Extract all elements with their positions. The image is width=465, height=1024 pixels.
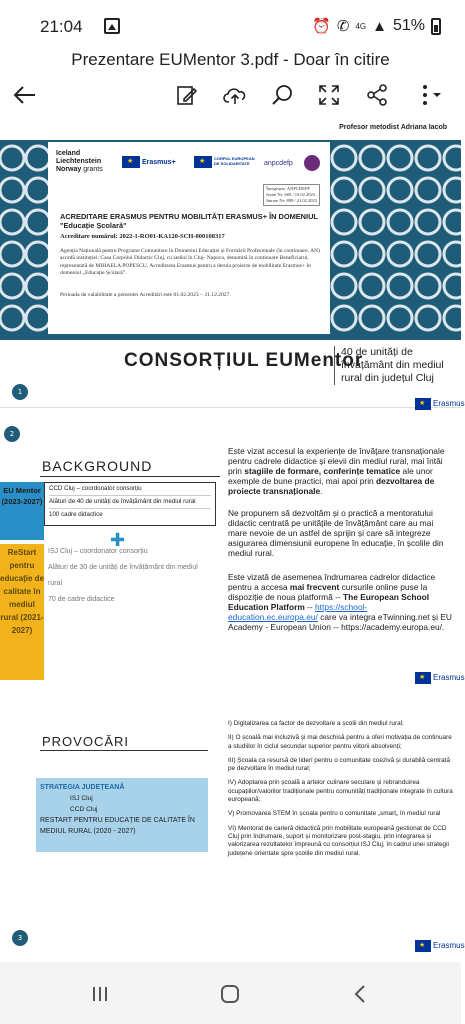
- background-paragraph-2: Ne propunem să dezvoltăm și o practică a mentoratului didactic centrată pe unitățile de învățământ care au mai mare nevoie de un astfel de sprijin și care să integreze asigurarea dimensiunii europene în educație, în școlile din mediul rural.: [228, 508, 444, 558]
- author-label: Profesor metodist Adriana Iacob: [339, 124, 447, 131]
- status-icons: [312, 17, 441, 35]
- edit-icon[interactable]: [170, 78, 204, 112]
- slide-title: PROVOCĂRI: [42, 734, 130, 749]
- restart-box: ISJ Cluj – coordonator consorțiu Alături de 30 de unități de învățământ din mediul rural 70 de cadre didactice: [48, 548, 198, 603]
- home-icon[interactable]: [210, 980, 250, 1008]
- school-education-link[interactable]: https://school-education.ec.europa.eu/: [228, 602, 368, 622]
- consortium-title: CONSORȚIUL EUMentor: [124, 350, 364, 371]
- list-item: I) Digitalizarea ca factor de dezvoltare a școlii din mediul rural;: [228, 720, 404, 727]
- more-icon[interactable]: [414, 78, 448, 112]
- registration-stamp: Înregistrat: ANPCDEFP Ieșire Nr: 669 / 10.02.2023 Intrare Nr: 889 / 21.02.2023: [263, 184, 320, 206]
- back-nav-icon[interactable]: [340, 980, 380, 1008]
- recent-apps-icon[interactable]: [80, 980, 120, 1008]
- certificate-image: [0, 140, 461, 340]
- eea-grants-logo: Iceland Liechtenstein Norway grants: [56, 150, 103, 173]
- gallery-icon: [104, 18, 120, 34]
- back-icon[interactable]: [8, 78, 42, 112]
- certificate-paragraph: Agenția Națională pentru Programe Comunitare în Domeniul Educației și Formării Profesionale (în continuare, AN) acordă instituției: Casa Corpului Didactic Cluj, cu sediul în Cluj- Napoca, denumită în continuare Beneficiarul, reprezentată de MIHAELA POPESCU, Acreditarea Erasmus pentru a derula proiecte de mobilitate Erasmus+ în domeniul „Educație Școlară”.: [60, 248, 321, 277]
- wifi-call-icon: ✆: [336, 18, 350, 35]
- slide-2: [0, 418, 465, 688]
- document-title: Prezentare EUMentor 3.pdf - Doar în citire: [71, 50, 390, 69]
- eu-flag-icon: [415, 672, 431, 684]
- list-item: III) Școala ca resursă de lideri pentru o comunitate coezivă și durabilă centrată pe dezvoltare în mediul rural;: [228, 756, 451, 773]
- erasmus-badge: ★ Erasmus: [415, 398, 461, 410]
- eu-flag-icon: [415, 940, 431, 952]
- eu-flag-icon: [194, 156, 212, 168]
- slide-3: [0, 700, 465, 960]
- clock: 21:04: [40, 17, 83, 36]
- page-number-badge: 2: [4, 426, 20, 442]
- list-item: V) Promovarea STEM în școala pentru o comunitate „smart„ în mediul rural: [228, 810, 441, 818]
- cloud-upload-icon[interactable]: [218, 78, 252, 112]
- background-paragraph-3: Este vizată de asemenea îndrumarea cadrelor didactice pentru a accesa mai frecvent cursurile online puse la dispoziție de noua platformă -- The European School Education Platform -- https://school-education.ec.europa.eu/ care va integra eTwinning.net și EU Academy - European Union -- https://academy.europa.eu/.: [228, 572, 452, 632]
- erasmus-badge: ★ Erasmus: [415, 672, 461, 684]
- strategy-box: STRATEGIA JUDEȚEANĂ ISJ Cluj CCD Cluj RESTART PENTRU EDUCAȚIE DE CALITATE ÎN MEDIUL RURAL (2020 - 2027): [36, 778, 208, 852]
- corpul-logo: CORPUL EUROPEAN DE SOLIDARITATE: [214, 156, 255, 166]
- eu-mentor-box: CCD Cluj – coordonator consorțiu Alături de 40 de unități de învățământ din mediul rural 100 cadre didactice: [44, 482, 216, 526]
- consortium-description: 40 de unități de învățământ din mediul rural din județul Cluj: [334, 346, 454, 385]
- certificate-period: Perioada de valabilitate a prezentei Acreditări este 01.02.2023 – 31.12.2027.: [60, 292, 231, 298]
- page-number-badge: 1: [12, 384, 28, 400]
- certificate-document: [48, 142, 330, 334]
- list-item: II) O școală mai incluzivă și mai deschisă pentru a oferi motivația de continuare a studiilor în ciclul secundar superior pentru viitorii absolvenți;: [228, 734, 452, 750]
- signal-icon: ▲: [372, 17, 387, 35]
- list-item: VI) Mentorat de carieră didactică prin mobilitate europeană gestionat de CCD Cluj prin îndrumare, suport și monitorizare post-stagiu, prin integrarea și valorizarea rezultatelor împreună cu consorțiul ISJ Cluj, în cadrul unei strategii județene orientate spre școlile din mediul rural.: [228, 824, 449, 857]
- search-icon[interactable]: [266, 78, 300, 112]
- list-item: IV) Adoptarea prin școală a artelor culinare seculare și rebranduirea ocupațiilor/valorilor tradiționale pentru comunități tradiționale integrate în cultura europeană;: [228, 779, 453, 804]
- anpc-logo-icon: [304, 155, 320, 171]
- restart-label: ReStart pentru educație de calitate în mediul rural (2021-2027): [0, 544, 44, 680]
- eu-flag-icon: [415, 398, 431, 410]
- battery-percent: 51%: [392, 17, 425, 34]
- status-bar: [0, 0, 461, 40]
- system-nav-bar: [0, 962, 461, 1024]
- pattern-left: [0, 140, 48, 340]
- alarm-icon: ⏰: [312, 18, 331, 35]
- eu-mentor-label: EU Mentor (2023-2027): [0, 482, 44, 540]
- certificate-number: Acreditare numărul: 2022-1-RO01-KA120-SCH-000108317: [60, 233, 225, 240]
- erasmus-logo: Erasmus+: [142, 159, 176, 166]
- pattern-right: [330, 140, 461, 340]
- anpc-logo: anpcdefp: [264, 160, 293, 167]
- eu-flag-icon: [122, 156, 140, 168]
- slide-title: BACKGROUND: [42, 458, 153, 474]
- toolbar: [0, 78, 461, 112]
- page-number-badge: 3: [12, 930, 28, 946]
- battery-icon: [431, 18, 441, 35]
- fullscreen-icon[interactable]: [312, 78, 346, 112]
- plus-icon: ✚: [110, 530, 126, 551]
- slide-1: [0, 118, 465, 408]
- challenges-list: [228, 720, 456, 864]
- logos-row: [56, 150, 322, 180]
- certificate-title: ACREDITARE ERASMUS PENTRU MOBILITĂȚI ERASMUS+ ÎN DOMENIUL "Educație Școlară": [60, 212, 318, 230]
- share-icon[interactable]: [360, 78, 394, 112]
- background-paragraph-1: Este vizat accesul la experiențe de învățare transnaționale pentru cadrele didactice și elevii din mediul rural, mai întâi prin stagiile de formare, conferințe tematice ale unor exemple de bune practici, mai apoi prin dezvoltarea de proiecte transnaționale.: [228, 446, 445, 496]
- network-type: 4G: [355, 21, 367, 31]
- title-underline: [40, 750, 208, 751]
- erasmus-badge: ★ Erasmus: [415, 940, 461, 952]
- title-underline: [40, 476, 220, 477]
